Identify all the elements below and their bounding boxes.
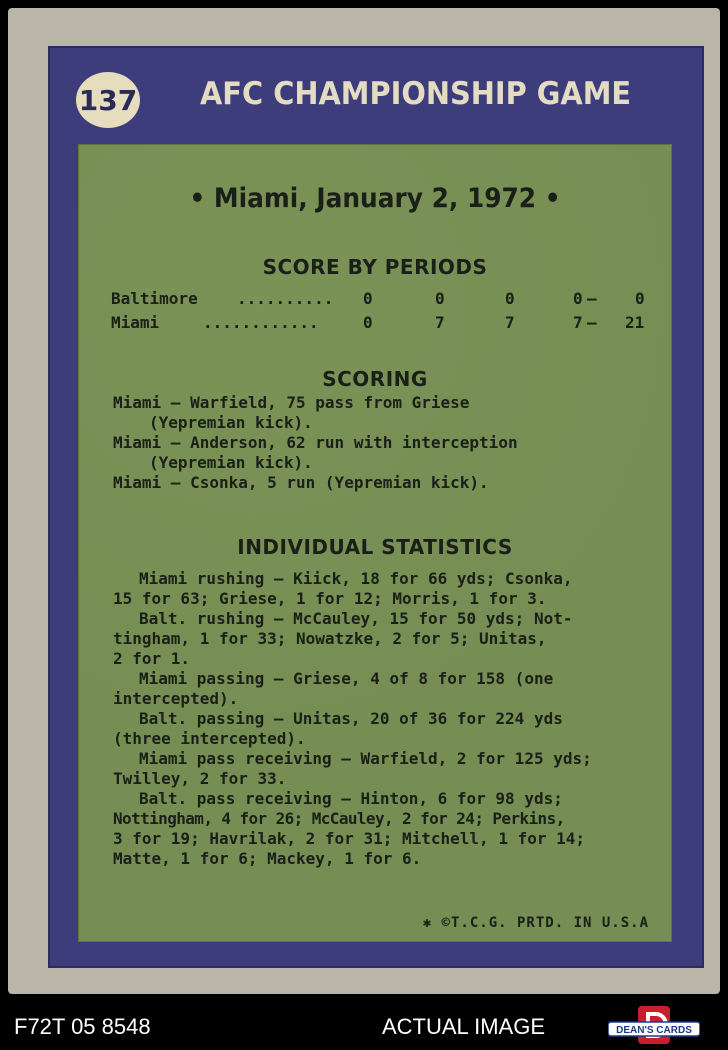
stats-line: Miami passing — Griese, 4 of 8 for 158 (one bbox=[139, 669, 554, 688]
card-back bbox=[8, 8, 720, 994]
leader-dots: ............ bbox=[203, 313, 319, 332]
team-name: Miami bbox=[111, 313, 160, 332]
stats-line: tingham, 1 for 33; Nowatzke, 2 for 5; Unitas, bbox=[113, 629, 547, 648]
stats-panel bbox=[78, 144, 672, 942]
scoring-line: Miami — Anderson, 62 run with interception bbox=[113, 433, 518, 452]
stats-line: 2 for 1. bbox=[113, 649, 191, 668]
actual-image-label: ACTUAL IMAGE bbox=[382, 1014, 545, 1039]
scoring-line: (Yepremian kick). bbox=[149, 453, 313, 472]
score-total: 0 bbox=[635, 289, 645, 308]
scoring-list bbox=[113, 393, 653, 493]
deans-cards-logo-icon bbox=[608, 1006, 700, 1044]
score-q2: 7 bbox=[435, 313, 445, 332]
stats-line: Matte, 1 for 6; Mackey, 1 for 6. bbox=[113, 849, 422, 868]
card-frame bbox=[48, 46, 704, 968]
stats-line: Balt. pass receiving — Hinton, 6 for 98 yds; bbox=[139, 789, 563, 808]
score-row-baltimore bbox=[111, 289, 651, 313]
stats-line: Miami pass receiving — Warfield, 2 for 125 yds; bbox=[139, 749, 592, 768]
score-row-miami bbox=[111, 313, 651, 337]
card-number: 137 bbox=[78, 83, 138, 117]
score-dash: — bbox=[587, 313, 597, 332]
stats-list bbox=[113, 569, 653, 869]
score-q2: 0 bbox=[435, 289, 445, 308]
copyright-line: ✱ ©T.C.G. PRTD. IN U.S.A bbox=[422, 915, 649, 931]
scoring-line: Miami — Csonka, 5 run (Yepremian kick). bbox=[113, 473, 489, 492]
scoring-heading: SCORING bbox=[322, 367, 428, 391]
stats-heading: INDIVIDUAL STATISTICS bbox=[237, 535, 513, 559]
team-name: Baltimore bbox=[111, 289, 198, 308]
cert-number: F72T 05 8548 bbox=[14, 1014, 151, 1039]
stats-line: Balt. rushing — McCauley, 15 for 50 yds; Not- bbox=[139, 609, 573, 628]
score-q3: 7 bbox=[505, 313, 515, 332]
score-q4: 0 bbox=[573, 289, 583, 308]
card-number-badge bbox=[76, 72, 140, 128]
game-subtitle: • Miami, January 2, 1972 • bbox=[189, 183, 561, 214]
score-q4: 7 bbox=[573, 313, 583, 332]
stats-line: Miami rushing — Kiick, 18 for 66 yds; Csonka, bbox=[139, 569, 573, 588]
footer-bar bbox=[0, 1000, 728, 1050]
scoring-line: (Yepremian kick). bbox=[149, 413, 313, 432]
stats-line: 3 for 19; Havrilak, 2 for 31; Mitchell, 1 for 14; bbox=[113, 829, 586, 848]
score-dash: — bbox=[587, 289, 597, 308]
score-table bbox=[111, 289, 651, 337]
stats-line: Nottingham, 4 for 26; McCauley, 2 for 24; Perkins, bbox=[113, 809, 565, 828]
stats-line: Twilley, 2 for 33. bbox=[113, 769, 287, 788]
leader-dots: .......... bbox=[237, 289, 334, 308]
stats-line: Balt. passing — Unitas, 20 of 36 for 224 yds bbox=[139, 709, 563, 728]
svg-text:DEAN'S CARDS: DEAN'S CARDS bbox=[616, 1025, 692, 1036]
stats-line: (three intercepted). bbox=[113, 729, 306, 748]
scoring-line: Miami — Warfield, 75 pass from Griese bbox=[113, 393, 470, 412]
score-q1: 0 bbox=[363, 313, 373, 332]
score-q1: 0 bbox=[363, 289, 373, 308]
stats-line: intercepted). bbox=[113, 689, 239, 708]
card-title: AFC CHAMPIONSHIP GAME bbox=[200, 76, 632, 112]
score-total: 21 bbox=[625, 313, 645, 332]
stats-line: 15 for 63; Griese, 1 for 12; Morris, 1 for 3. bbox=[113, 589, 547, 608]
score-heading: SCORE BY PERIODS bbox=[262, 255, 488, 279]
score-q3: 0 bbox=[505, 289, 515, 308]
